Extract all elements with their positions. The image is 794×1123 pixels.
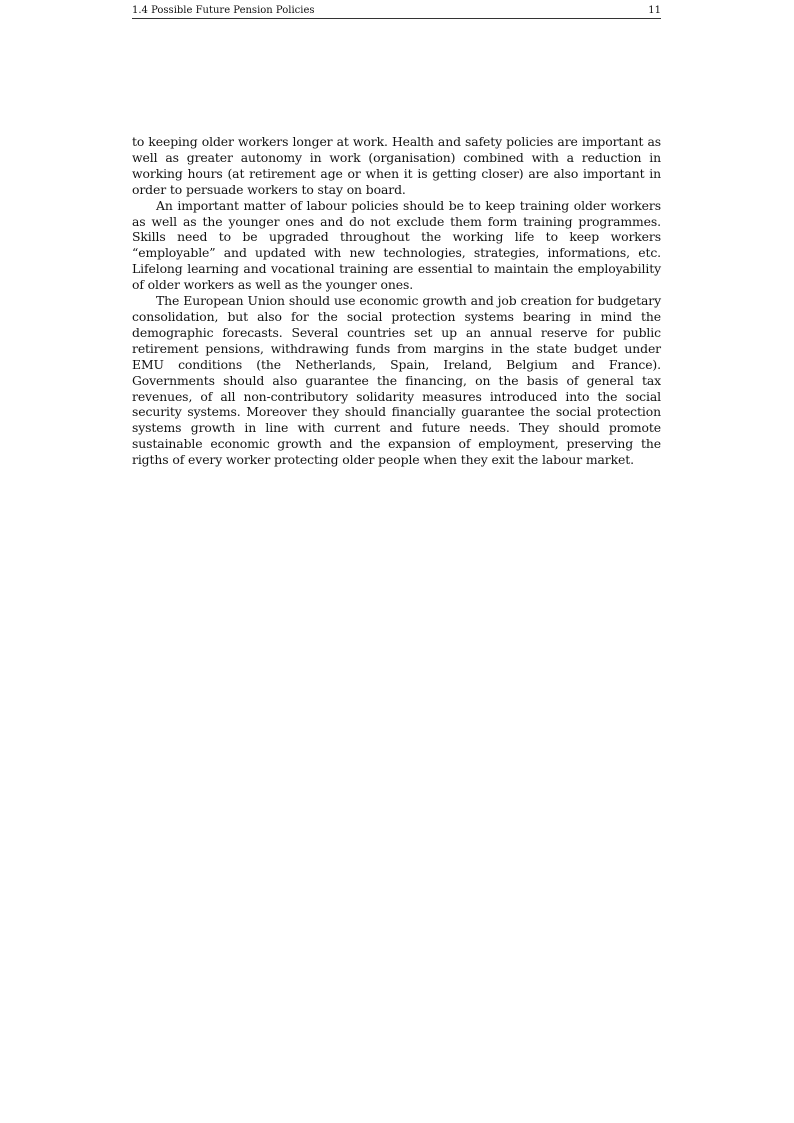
paragraph-continuation: to keeping older workers longer at work. Health and safety policies are important as well as greater autonomy in work (organisation) combined with a reduction in working hours (at retirement age or when it is getting closer) are also important in order to persuade workers to stay on board. [132,134,661,197]
body-text [132,134,661,468]
paragraph-labour-policies: An important matter of labour policies should be to keep training older workers as well as the younger ones and do not exclude them form training programmes. Skills need to be upgraded throughout the working life to keep workers “employable” and updated with new technologies, strategies, informations, etc. Lifelong learning and vocational training are essential to maintain the employability of older workers as well as the younger ones. [132,197,661,293]
section-title: 1.4 Possible Future Pension Policies [132,5,315,16]
paragraph-european-union: The European Union should use economic growth and job creation for budgetary consolidation, but also for the social protection systems bearing in mind the demographic forecasts. Several countries set up an annual reserve for public retirement pensions, withdrawing funds from margins in the state budget under EMU conditions (the Netherlands, Spain, Ireland, Belgium and France). Governments should also guarantee the financing, on the basis of general tax revenues, of all non-contributory solidarity measures introduced into the social security systems. Moreover they should financially guarantee the social protection systems growth in line with current and future needs. They should promote sustainable economic growth and the expansion of employment, preserving the rigths of every worker protecting older people when they exit the labour market. [132,293,661,468]
running-header [132,4,661,19]
page-number: 11 [648,5,661,16]
